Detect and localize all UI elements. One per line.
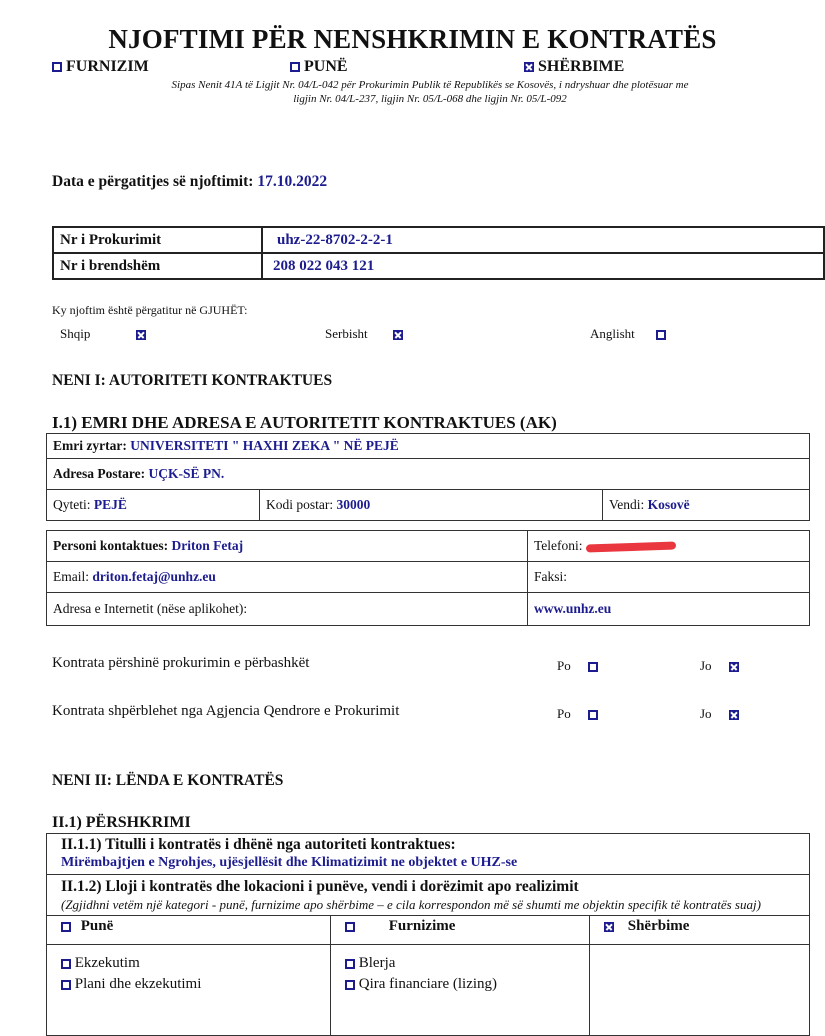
procurement-table (52, 226, 825, 280)
table-row (47, 459, 810, 490)
email-value[interactable]: driton.fetaj@unhz.eu (92, 569, 216, 584)
checkbox-icon[interactable] (61, 959, 71, 969)
postal-code-cell: Kodi postar: 30000 (260, 490, 603, 521)
city-cell: Qyteti: PEJË (47, 490, 260, 521)
official-name-value: UNIVERSITETI " HAXHI ZEKA " NË PEJË (130, 438, 399, 453)
postal-address-value: UÇK-SË PN. (148, 466, 225, 481)
central-agency-no[interactable]: Jo (700, 706, 739, 722)
contact-person-value: Driton Fetaj (171, 538, 244, 553)
checked-checkbox-icon[interactable] (729, 710, 739, 720)
contract-type-cell: II.1.2) Lloji i kontratës dhe lokacioni i punëve, vendi i dorëzimit apo realizimit (Zgjidhni vetëm një kategori - punë, furnizime apo shërbime – e cila korrespondon më së shumti me objektin specifik të kontratës suaj) (47, 875, 810, 916)
category-pune[interactable]: Punë (47, 916, 331, 945)
central-agency-yes[interactable]: Po (557, 706, 598, 722)
official-name-cell: Emri zyrtar: UNIVERSITETI " HAXHI ZEKA " NË PEJË (47, 434, 810, 459)
checkbox-icon[interactable] (61, 922, 71, 932)
email-cell: Email: driton.fetaj@unhz.eu (47, 562, 528, 593)
country-cell: Vendi: Kosovë (603, 490, 810, 521)
table-row (47, 531, 810, 562)
section-1-heading: NENI I: AUTORITETI KONTRAKTUES (52, 372, 333, 389)
central-agency-question: Kontrata shpërblehet nga Agjencia Qendrore e Prokurimit (52, 703, 400, 719)
checkbox-icon[interactable] (52, 62, 62, 72)
joint-procurement-no[interactable]: Jo (700, 658, 739, 674)
table-row (47, 916, 810, 945)
procurement-number-label: Nr i Prokurimit (53, 227, 262, 253)
internal-number-value: 208 022 043 121 (262, 253, 824, 279)
contract-title-value: Mirëmbajtjen e Ngrohjes, ujësjellësit dhe Klimatizimit ne objektet e UHZ-se (61, 855, 518, 870)
table-row (47, 562, 810, 593)
contract-type-hint: (Zgjidhni vetëm një kategori - punë, furnizime apo shërbime – e cila korrespondon më së shumti me objektin specifik të kontratës suaj) (61, 897, 761, 912)
fax-cell: Faksi: (528, 562, 810, 593)
option-ekzekutim[interactable]: Ekzekutim (61, 953, 316, 974)
city-value: PEJË (93, 497, 127, 512)
postal-code-value: 30000 (336, 497, 371, 512)
website-label-cell: Adresa e Internetit (nëse aplikohet): (47, 593, 528, 626)
checkbox-icon[interactable] (61, 980, 71, 990)
type-furnizim[interactable]: FURNIZIM (52, 58, 149, 76)
description-table (46, 833, 810, 1036)
option-blerja[interactable]: Blerja (345, 953, 575, 974)
pune-options (47, 945, 331, 1036)
postal-address-cell: Adresa Postare: UÇK-SË PN. (47, 459, 810, 490)
language-shqip[interactable]: Shqip (60, 326, 146, 342)
website-value[interactable]: www.unhz.eu (528, 593, 810, 626)
procurement-number-value: uhz-22-8702-2-2-1 (262, 227, 824, 253)
redacted-phone (586, 541, 676, 552)
languages-label: Ky njoftim është përgatitur në GJUHËT: (52, 303, 248, 317)
checkbox-icon[interactable] (656, 330, 666, 340)
language-serbisht[interactable]: Serbisht (325, 326, 403, 342)
category-furnizime[interactable]: Furnizime (331, 916, 590, 945)
table-row (47, 434, 810, 459)
phone-cell: Telefoni: (528, 531, 810, 562)
contracting-authority-table (46, 433, 810, 521)
table-row (53, 253, 824, 279)
table-row (53, 227, 824, 253)
section-1-1-heading: I.1) EMRI DHE ADRESA E AUTORITETIT KONTRAKTUES (AK) (52, 413, 557, 432)
date-value: 17.10.2022 (257, 173, 328, 190)
table-row (47, 490, 810, 521)
language-anglisht[interactable]: Anglisht (590, 326, 666, 342)
legal-basis: Sipas Nenit 41A të Ligjit Nr. 04/L-042 për Prokurimin Publik të Republikës se Kosovës, i ndryshuar dhe plotësuar me ligjin Nr. 04/L-237, ligjin Nr. 05/L-068 dhe ligjin Nr. 05/L-092 (171, 79, 689, 105)
category-sherbime[interactable]: Shërbime (590, 916, 810, 945)
checkbox-icon[interactable] (588, 710, 598, 720)
checked-checkbox-icon[interactable] (729, 662, 739, 672)
checkbox-icon[interactable] (345, 959, 355, 969)
preparation-date: Data e përgatitjes së njoftimit: 17.10.2022 (52, 173, 328, 190)
sherbime-options (590, 945, 810, 1036)
contract-title-cell: II.1.1) Titulli i kontratës i dhënë nga autoriteti kontraktues: Mirëmbajtjen e Ngrohjes, ujësjellësit dhe Klimatizimit ne objektet e UHZ-se (47, 834, 810, 875)
furnizime-options (331, 945, 590, 1036)
internal-number-label: Nr i brendshëm (53, 253, 262, 279)
checked-checkbox-icon[interactable] (524, 62, 534, 72)
type-sherbime[interactable]: SHËRBIME (524, 58, 624, 76)
type-pune[interactable]: PUNË (290, 58, 348, 76)
checked-checkbox-icon[interactable] (604, 922, 614, 932)
option-plani-dhe-ekzekutimi[interactable]: Plani dhe ekzekutimi (61, 974, 316, 995)
section-2-heading: NENI II: LËNDA E KONTRATËS (52, 772, 284, 789)
checkbox-icon[interactable] (588, 662, 598, 672)
checked-checkbox-icon[interactable] (136, 330, 146, 340)
option-qira-financiare[interactable]: Qira financiare (lizing) (345, 974, 575, 995)
table-row (47, 875, 810, 916)
checkbox-icon[interactable] (345, 980, 355, 990)
checkbox-icon[interactable] (290, 62, 300, 72)
contact-table (46, 530, 810, 626)
document-title: NJOFTIMI PËR NENSHKRIMIN E KONTRATËS (108, 24, 717, 54)
checked-checkbox-icon[interactable] (393, 330, 403, 340)
table-row (47, 945, 810, 1036)
joint-procurement-yes[interactable]: Po (557, 658, 598, 674)
joint-procurement-question: Kontrata përshinë prokurimin e përbashkët (52, 655, 310, 671)
country-value: Kosovë (647, 497, 690, 512)
table-row (47, 593, 810, 626)
checkbox-icon[interactable] (345, 922, 355, 932)
table-row (47, 834, 810, 875)
contact-person-cell: Personi kontaktues: Driton Fetaj (47, 531, 528, 562)
section-2-1-heading: II.1) PËRSHKRIMI (52, 814, 191, 831)
